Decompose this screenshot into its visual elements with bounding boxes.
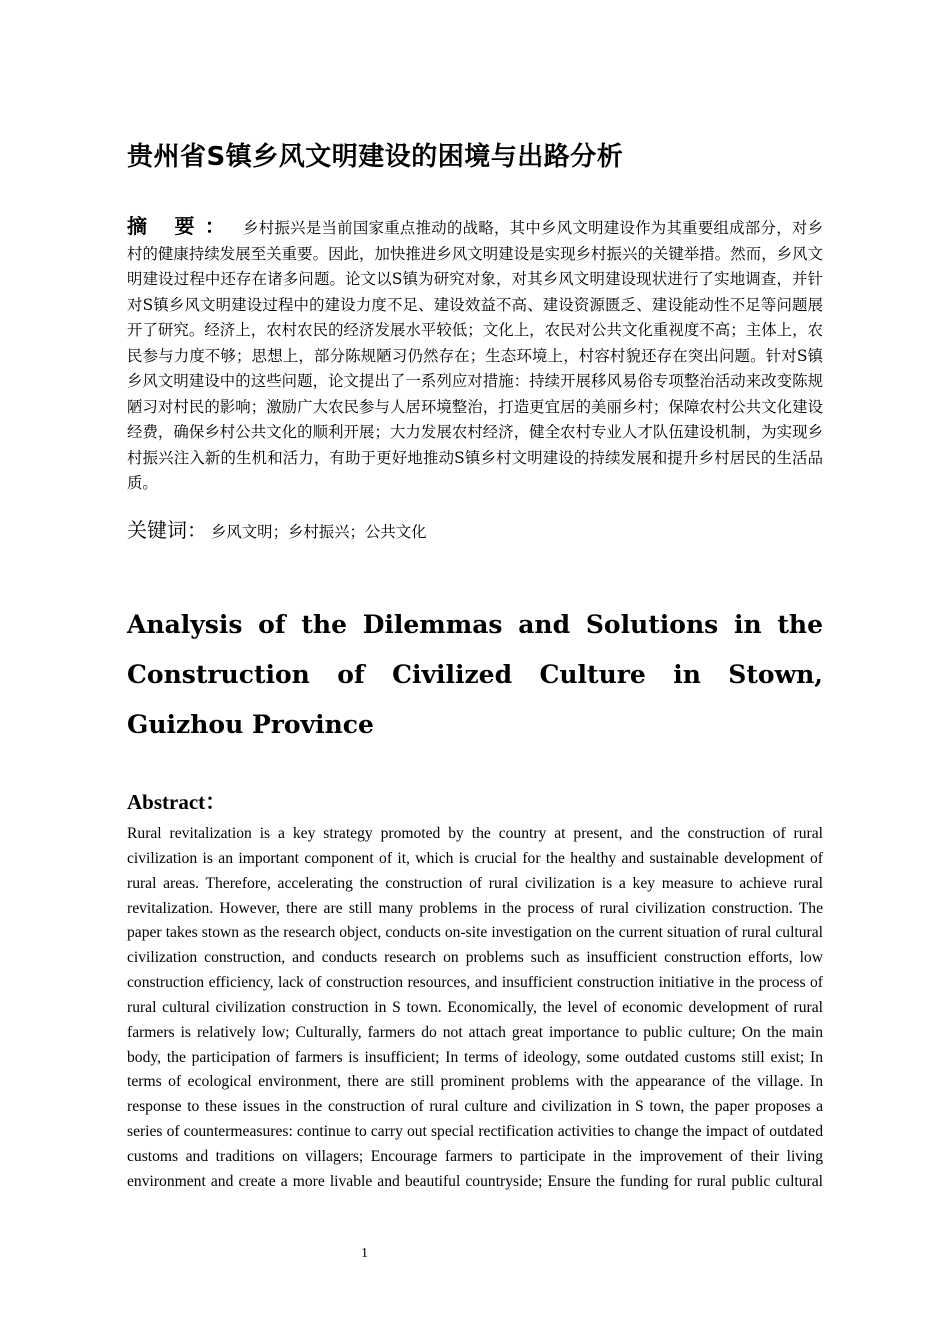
chinese-abstract-text: 乡村振兴是当前国家重点推动的战略，其中乡风文明建设作为其重要组成部分，对乡村的健康持续发展至关重要。因此，加快推进乡风文明建设是实现乡村振兴的关键举措。然而，乡风文明建设过程中还存在诸多问题。论文以S镇为研究对象，对其乡风文明建设现状进行了实地调查，并针对S镇乡风文明建设过程中的建设力度不足、建设效益不高、建设资源匮乏、建设能动性不足等问题展开了研究。经济上，农村农民的经济发展水平较低；文化上，农民对公共文化重视度不高；主体上，农民参与力度不够；思想上，部分陈规陋习仍然存在；生态环境上，村容村貌还存在突出问题。针对S镇乡风文明建设中的这些问题，论文提出了一系列应对措施：持续开展移风易俗专项整治活动来改变陈规陋习对村民的影响；激励广大农民参与人居环境整治，打造更宜居的美丽乡村；保障农村公共文化建设经费，确保乡村公共文化的顺利开展；大力发展农村经济，健全农村专业人才队伍建设机制，为实现乡村振兴注入新的生机和活力，有助于更好地推动S镇乡村文明建设的持续发展和提升乡村居民的生活品质。	[127, 219, 823, 492]
chinese-keywords	[127, 514, 823, 543]
chinese-keywords-label: 关键词：	[127, 518, 207, 542]
english-abstract-text: Rural revitalization is a key strategy promoted by the country at present, and the construction of rural civilization is an important component of it, which is crucial for the healthy and sustainable development of rural areas. Therefore, accelerating the construction of rural civilization is a key measure to achieve rural revitalization. However, there are still many problems in the process of rural civilization construction. The paper takes stown as the research object, conducts on-site investigation on the current situation of rural cultural civilization construction, and conducts research on problems such as insufficient construction efforts, low construction efficiency, lack of construction resources, and insufficient construction initiative in the process of rural cultural civilization construction in S town. Economically, the level of economic development of rural farmers is relatively low; Culturally, farmers do not attach great importance to public culture; On the main body, the participation of farmers is insufficient; In terms of ideology, some outdated customs still exist; In terms of ecological environment, there are still prominent problems with the appearance of the village. In response to these issues in the construction of rural culture and civilization in S town, the paper proposes a series of countermeasures: continue to carry out special rectification activities to change the impact of outdated customs and traditions on villagers; Encourage farmers to participate in the improvement of their living environment and create a more livable and beautiful countryside; Ensure the funding for rural public cultural	[127, 825, 823, 1190]
chinese-keywords-text: 乡风文明；乡村振兴；公共文化	[211, 523, 427, 541]
chinese-title: 贵州省S镇乡风文明建设的困境与出路分析	[127, 142, 624, 172]
page-number: 1	[361, 1246, 368, 1261]
chinese-abstract-label: 摘 要：	[127, 214, 236, 238]
english-title: Analysis of the Dilemmas and Solutions in the Construction of Civilized Culture in Stown, Guizhou Province	[127, 610, 823, 739]
chinese-abstract	[127, 214, 823, 497]
english-abstract-label: Abstract：	[127, 790, 227, 814]
